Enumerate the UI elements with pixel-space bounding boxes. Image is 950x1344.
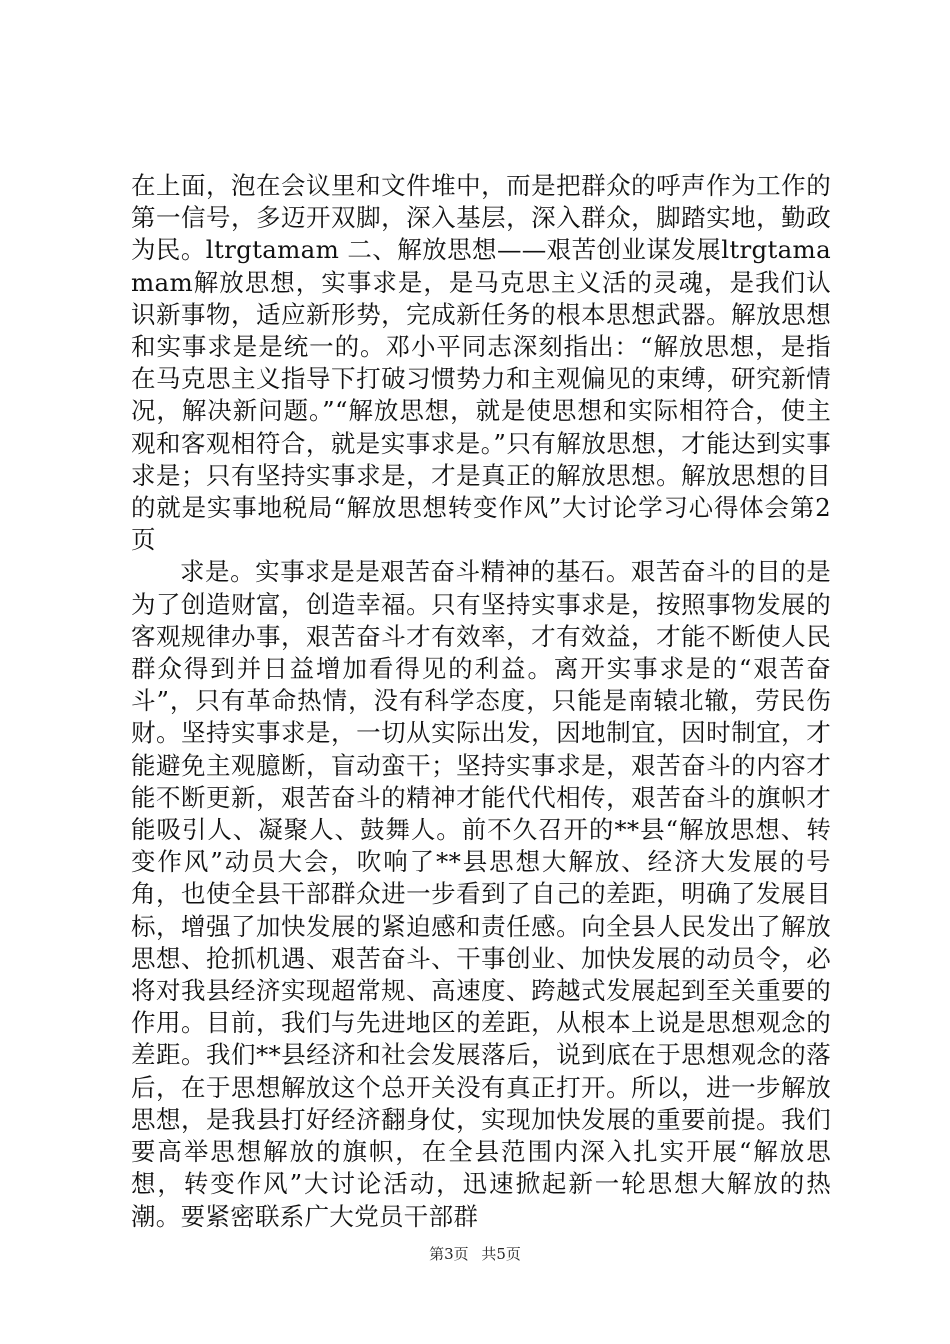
document-body bbox=[131, 170, 831, 1233]
paragraph-2: 求是。实事求是是艰苦奋斗精神的基石。艰苦奋斗的目的是为了创造财富，创造幸福。只有坚持实事求是，按照事物发展的客观规律办事，艰苦奋斗才有效率，才有效益，才能不断使人民群众得到并日益增加看得见的利益。离开实事求是的“艰苦奋斗”，只有革命热情，没有科学态度，只能是南辕北辙，劳民伤财。坚持实事求是，一切从实际出发，因地制宜，因时制宜，才能避免主观臆断，盲动蛮干；坚持实事求是，艰苦奋斗的内容才能不断更新，艰苦奋斗的精神才能代代相传，艰苦奋斗的旗帜才能吸引人、凝聚人、鼓舞人。前不久召开的**县“解放思想、转变作风”动员大会，吹响了**县思想大解放、经济大发展的号角，也使全县干部群众进一步看到了自己的差距，明确了发展目标，增强了加快发展的紧迫感和责任感。向全县人民发出了解放思想、抢抓机遇、艰苦奋斗、干事创业、加快发展的动员令，必将对我县经济实现超常规、高速度、跨越式发展起到至关重要的作用。目前，我们与先进地区的差距，从根本上说是思想观念的差距。我们**县经济和社会发展落后，说到底在于思想观念的落后，在于思想解放这个总开关没有真正打开。所以，进一步解放思想，是我县打好经济翻身仗，实现加快发展的重要前提。我们要高举思想解放的旗帜，在全县范围内深入扎实开展“解放思想，转变作风”大讨论活动，迅速掀起新一轮思想大解放的热潮。要紧密联系广大党员干部群 bbox=[131, 557, 832, 1231]
page-total: 共5页 bbox=[481, 1245, 521, 1263]
page-number: 第3页 bbox=[429, 1245, 469, 1263]
paragraph-1: 在上面，泡在会议里和文件堆中，而是把群众的呼声作为工作的第一信号，多迈开双脚，深入基层，深入群众，脚踏实地，勤政为民。ltrgtamam 二、解放思想——艰苦创业谋发展ltrgtamamam解放思想，实事求是，是马克思主义活的灵魂，是我们认识新事物，适应新形势，完成新任务的根本思想武器。解放思想和实事求是是统一的。邓小平同志深刻指出：“解放思想，是指在马克思主义指导下打破习惯势力和主观偏见的束缚，研究新情况，解决新问题。”“解放思想，就是使思想和实际相符合，使主观和客观相符合，就是实事求是。”只有解放思想，才能达到实事求是；只有坚持实事求是，才是真正的解放思想。解放思想的目的就是实事地税局“解放思想转变作风”大讨论学习心得体会第2页 bbox=[131, 171, 831, 555]
page-footer bbox=[0, 1244, 950, 1264]
